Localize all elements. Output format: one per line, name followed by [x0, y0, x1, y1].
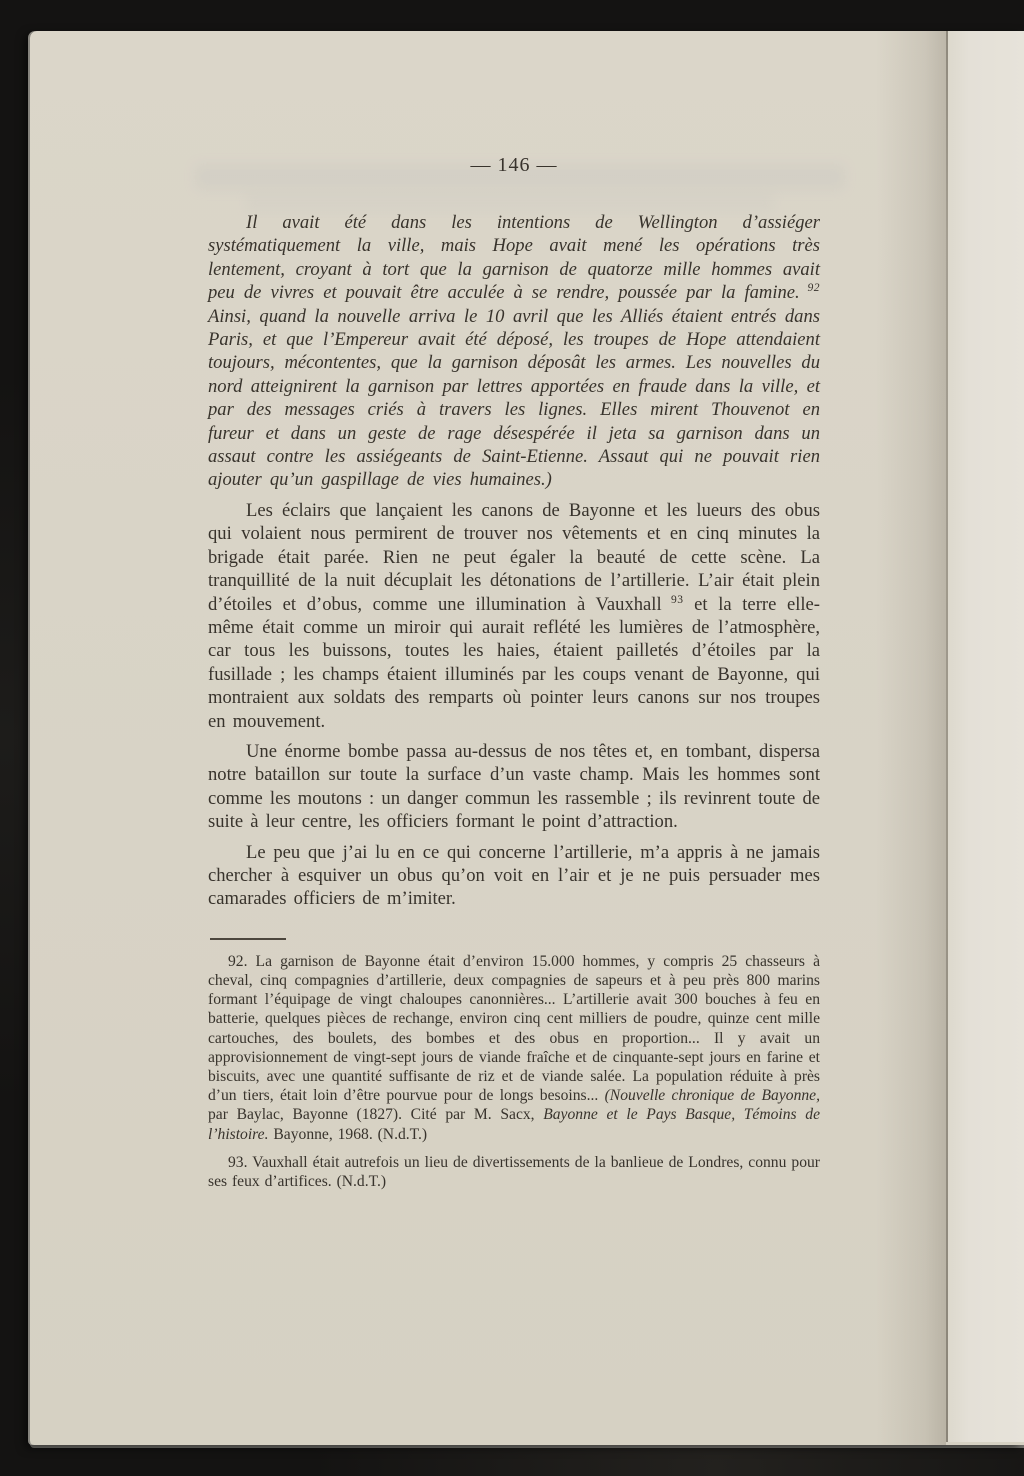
paragraph [208, 841, 820, 911]
facing-page-edge [946, 31, 1024, 1442]
text-run: Une énorme bombe passa au-dessus de nos têtes et, en tombant, dispersa notre bataillon sur toute la surface d’un vaste champ. Mais les hommes sont comme les moutons : un danger commun les rassemble ; ils revinrent toute de suite à leur centre, les officiers formant le point d’attraction. [208, 740, 820, 833]
footnotes [208, 952, 820, 1191]
book-page [30, 31, 1024, 1445]
text-run: Il avait été dans les intentions de Wellington d’assiéger systématiquement la ville, mais Hope avait mené les opérations très lentement, croyant à tort que la garnison de quatorze mille hommes avait peu de vivres et pouvait être acculée à se rendre, poussée par la famine. [208, 212, 820, 304]
footnote [208, 952, 820, 1144]
text-run: (Nouvelle chronique de Bayonne, [604, 1087, 820, 1105]
paragraph [208, 740, 820, 834]
text-run: Ainsi, quand la nouvelle arriva le 10 avril que les Alliés étaient entrés dans Paris, et que l’Empereur avait été déposé, les troupes de Hope attendaient toujours, mécontentes, que la garnison déposât les armes. Les nouvelles du nord atteignirent la garnison par lettres apportées en fraude dans la ville, et par des messages criés à travers les lignes. Elles mirent Thouvenot en fureur et dans un geste de rage désespérée il jeta sa garnison dans un assaut contre les assiégeants de Saint-Etienne. Assaut qui ne pouvait rien ajouter qu’un gaspillage de vies humaines.) [208, 305, 820, 491]
paragraph [208, 499, 820, 733]
text-run: Les éclairs que lançaient les canons de Bayonne et les lueurs des obus qui volaient nous permirent de trouver nos vêtements et en cinq minutes la brigade était parée. Rien ne peut égaler la beauté de cette scène. La tranquillité de la nuit décuplait les détonations de l’artillerie. L’air était plein d’étoiles et d’obus, comme une illumination à Vauxhall [208, 499, 820, 615]
paragraph [208, 211, 820, 492]
text-run: par Baylac, Bayonne (1827). Cité par M. Sacx, [208, 1106, 544, 1124]
text-run: et la terre elle-même était comme un miroir qui aurait reflété les lumières de l’atmosphère, car tous les buissons, toutes les haies, étaient pailletés d’étoiles par la fusillade ; les champs étaient illuminés par les coups venant de Bayonne, qui montraient aux soldats des remparts où pointer leurs canons sur nos troupes en mouvement. [208, 593, 820, 732]
footnote-reference: 93 [661, 593, 684, 606]
footnote-separator [210, 938, 286, 940]
footnote [208, 1153, 820, 1191]
page-crease [946, 31, 948, 1442]
footnote-reference: 92 [799, 282, 820, 295]
text-run: Bayonne, 1968. (N.d.T.) [268, 1125, 428, 1143]
text-run: 93. Vauxhall était autrefois un lieu de divertissements de la banlieue de Londres, connu pour ses feux d’artifices. (N.d.T.) [208, 1153, 820, 1191]
text-column [208, 31, 820, 1200]
text-run: 92. La garnison de Bayonne était d’environ 15.000 hommes, y compris 25 chasseurs à cheval, cinq compagnies d’artillerie, deux compagnies de sapeurs et à peu près 800 marins formant l’équipage de vingt chaloupes canonnières... L’artillerie avait 300 bouches à feu en batterie, quelques pièces de rechange, environ cinq cent milliers de poudre, quinze cent mille cartouches, des boulets, des bombes et des obus en proportion... Il y avait un approvisionnement de vingt-sept jours de viande fraîche et de cinquante-sept jours en farine et biscuits, avec une quantité suffisante de riz et de viande salée. La population réduite à près d’un tiers, était loin d’être pourvue pour de longs besoins... [208, 952, 820, 1105]
body-text [208, 211, 820, 911]
gutter-shadow [876, 31, 946, 1445]
page-number: — 146 — [470, 154, 558, 176]
text-run: Le peu que j’ai lu en ce qui concerne l’artillerie, m’a appris à ne jamais chercher à esquiver un obus qu’on voit en l’air et je ne puis persuader mes camarades officiers de m’imiter. [208, 841, 820, 910]
text-run: Bayonne et le Pays Basque, Témoins de l’histoire. [208, 1106, 820, 1143]
